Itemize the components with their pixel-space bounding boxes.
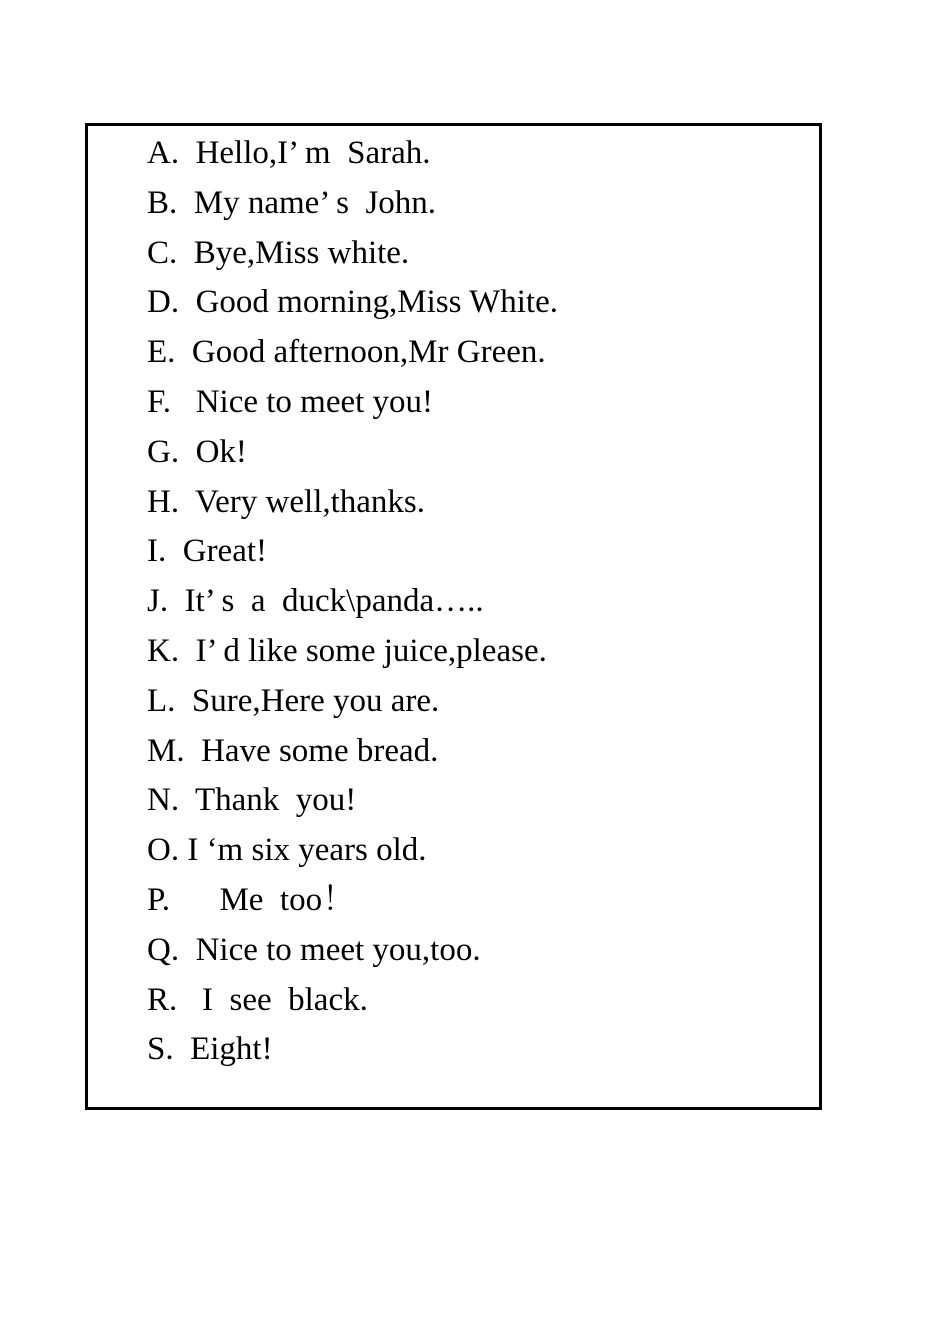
option-a: A. Hello,I’ m Sarah. <box>147 135 431 171</box>
option-h: H. Very well,thanks. <box>147 483 426 520</box>
option-j: J. It’ s a duck\panda….. <box>147 583 484 620</box>
option-f: F. Nice to meet you! <box>147 383 434 420</box>
option-g: G. Ok! <box>147 433 247 470</box>
option-k: K. I’ d like some juice,please. <box>147 632 547 669</box>
option-b: B. My name’ s John. <box>147 184 437 221</box>
option-p: P. Me too！ <box>147 881 356 918</box>
option-d: D. Good morning,Miss White. <box>147 284 558 321</box>
answer-options-box <box>85 123 822 1110</box>
option-r: R. I see black. <box>147 981 368 1018</box>
option-e: E. Good afternoon,Mr Green. <box>147 334 546 371</box>
option-o: O. I ‘m six years old. <box>147 832 427 869</box>
option-q: Q. Nice to meet you,too. <box>147 931 481 968</box>
option-c: C. Bye,Miss white. <box>147 234 410 271</box>
option-n: N. Thank you! <box>147 782 357 819</box>
option-s: S. Eight! <box>147 1031 273 1068</box>
option-l: L. Sure,Here you are. <box>147 682 440 719</box>
option-m: M. Have some bread. <box>147 732 439 769</box>
option-i: I. Great! <box>147 533 268 570</box>
answer-options-list <box>147 134 558 1080</box>
